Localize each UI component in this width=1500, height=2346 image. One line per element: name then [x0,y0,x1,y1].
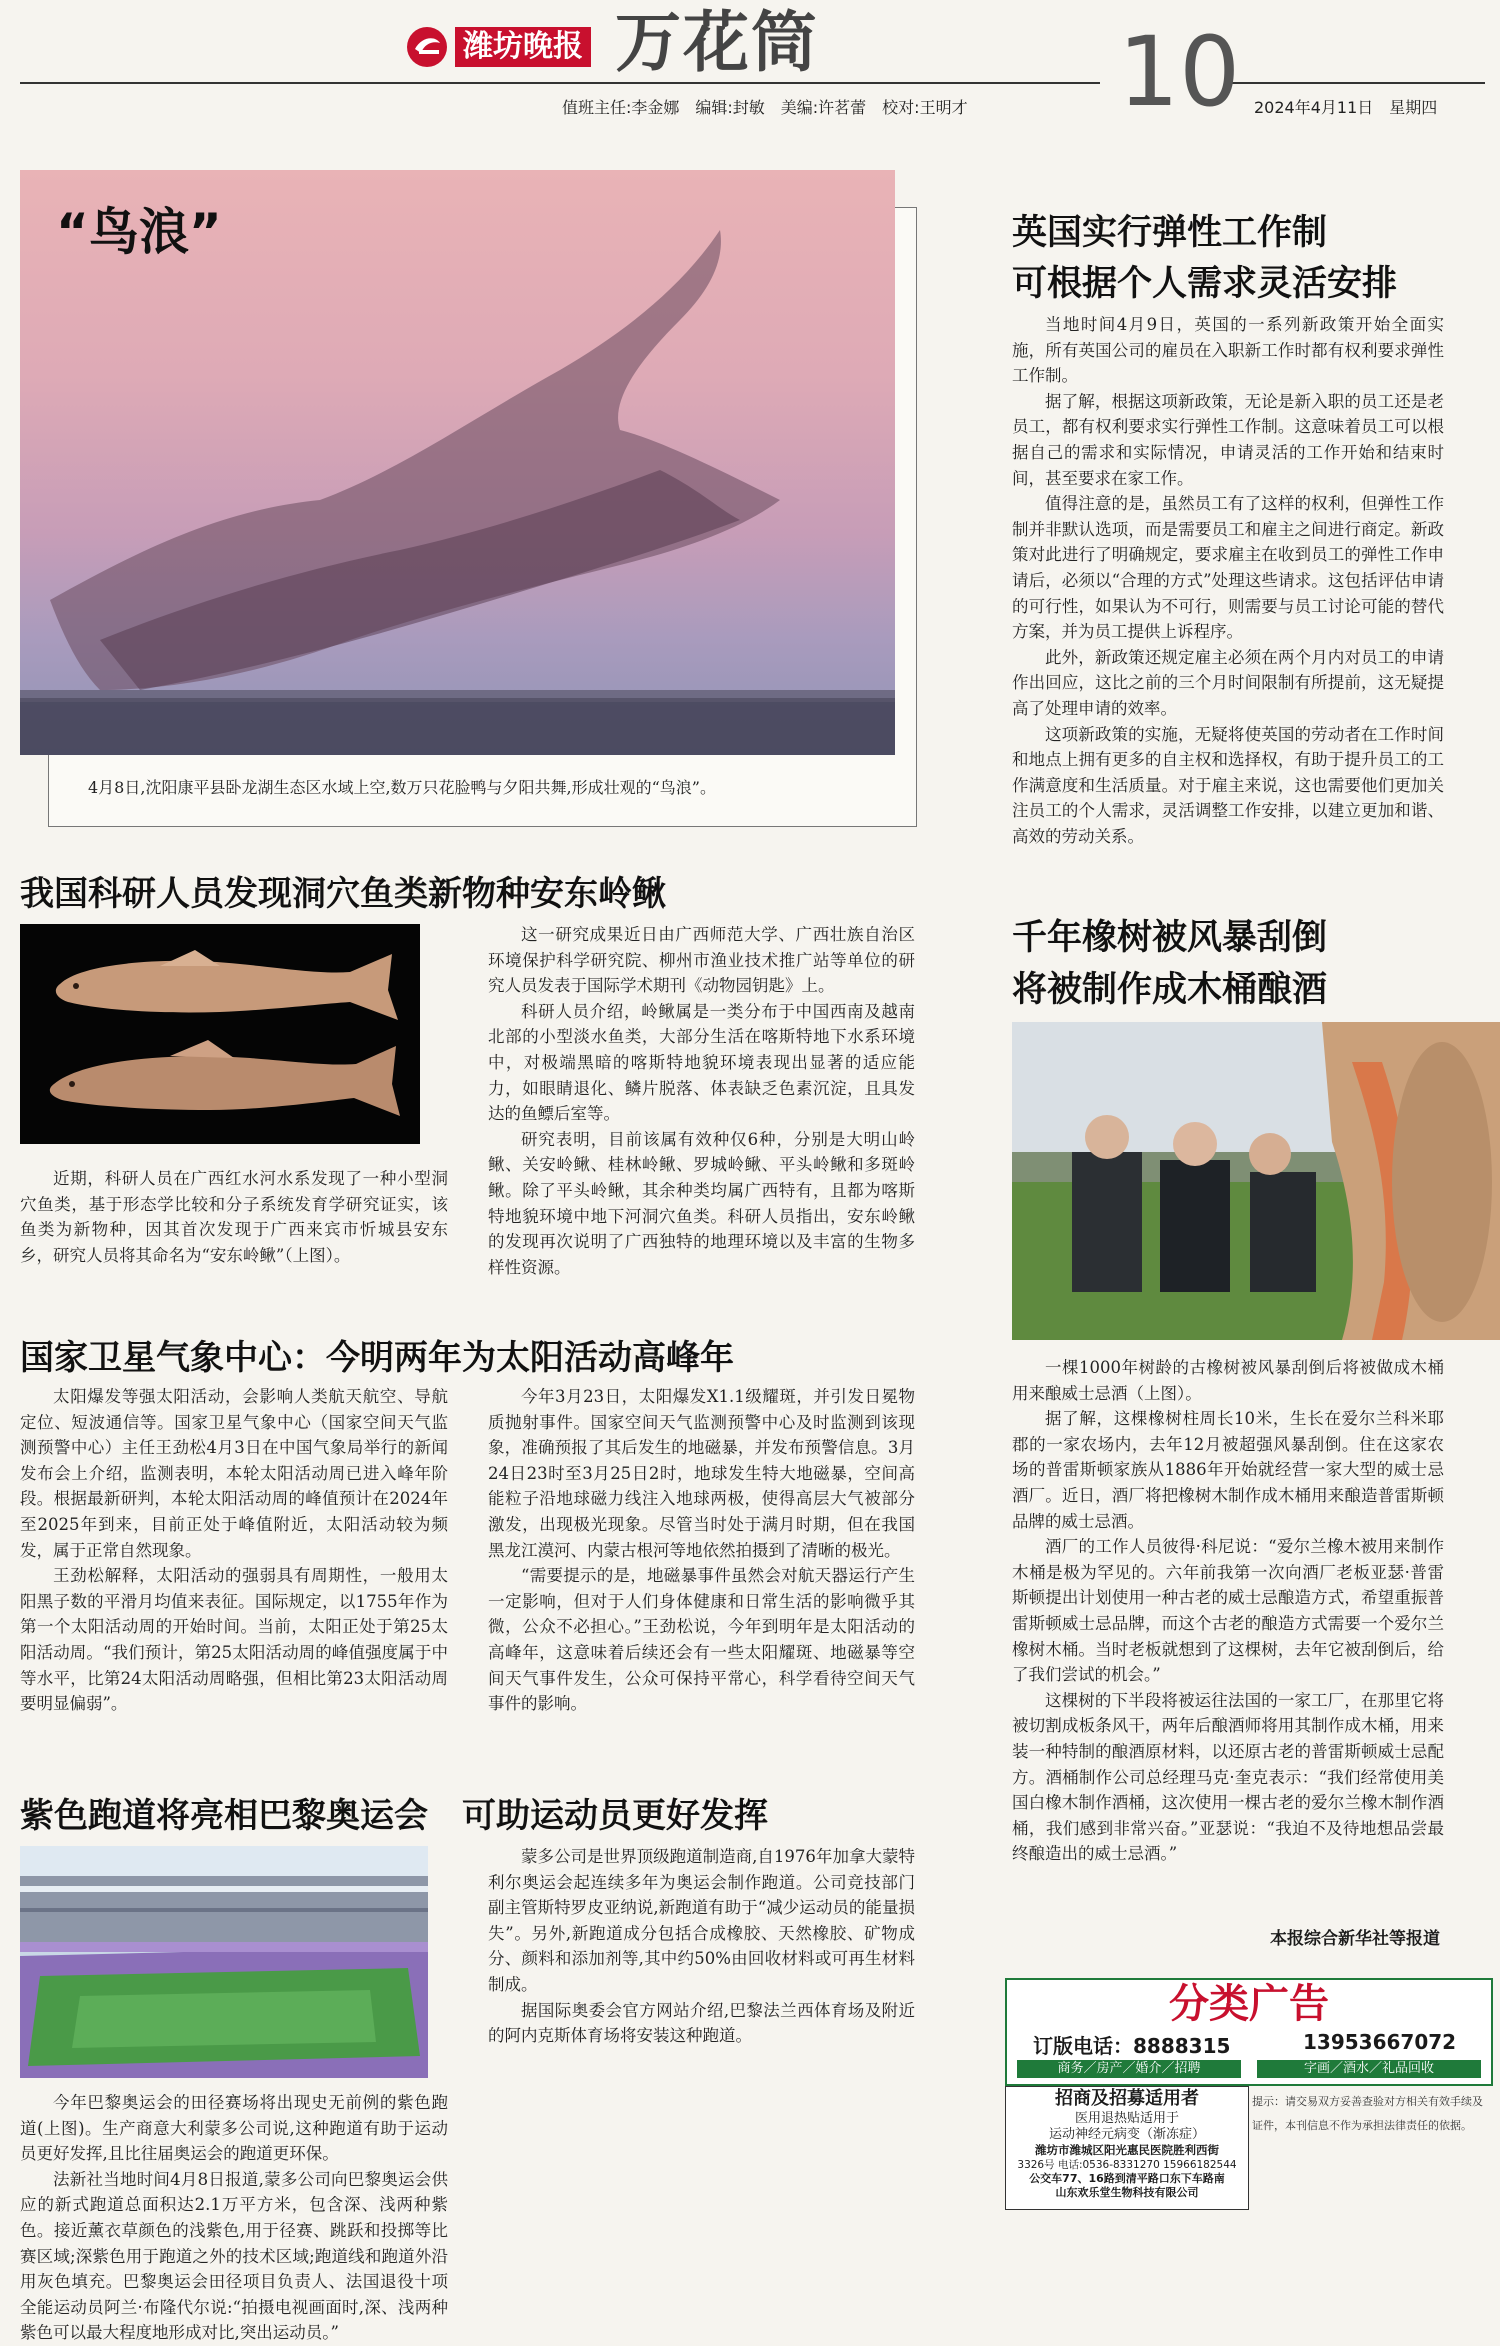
track-body-left [20,2090,448,2346]
solar-paragraph: 王劲松解释，太阳活动的强弱具有周期性，一般用太阳黑子数的平滑月均值来表征。国际规定，以1755年作为第一个太阳活动周的开始时间。当前，太阳正处于第25太阳活动周。“我们预计，第25太阳活动周的峰值强度属于中等水平，比第24太阳活动周略强，但相比第23太阳活动周要明显偏弱”。 [20,1566,448,1714]
small-ad-line: 山东欢乐堂生物科技有限公司 [1055,2186,1199,2199]
uk-headline-line2: 可根据个人需求灵活安排 [1012,264,1398,304]
oak-photo [1012,1022,1500,1340]
track-headline: 紫色跑道将亮相巴黎奥运会 可助运动员更好发挥 [20,1796,768,1836]
track-body-right [488,1844,915,2049]
bird-photo-title: “鸟浪” [56,203,222,261]
solar-paragraph: “需要提示的是，地磁暴事件虽然会对航天器运行产生一定影响，但对于人们身体健康和日常生活的影响微乎其微，公众不必担心。”王劲松说，今年到明年是太阳活动的高峰年，这意味着后续还会有一些太阳耀斑、地磁暴等空间天气事件发生，公众可保持平常心，科学看待空间天气事件的影响。 [488,1566,915,1714]
ad-title: 分类广告 [1169,1980,1329,2027]
masthead-rule-left [20,82,1100,84]
uk-paragraph: 当地时间4月9日，英国的一系列新政策开始全面实施，所有英国公司的雇员在入职新工作时都有权利要求弹性工作制。 [1012,315,1444,386]
track-photo [20,1846,428,2078]
bird-caption: 4月8日,沈阳康平县卧龙湖生态区水域上空,数万只花脸鸭与夕阳共舞,形成壮观的“鸟浪”。 [88,778,716,797]
ad-notice: 提示：请交易双方妥善查验对方相关有效手续及证件，本刊信息不作为承担法律责任的依据。 [1252,2095,1483,2132]
ad-category-right [1257,2060,1481,2078]
small-ad-title: 招商及招募适用者 [1055,2088,1199,2109]
fish-photo [20,924,420,1144]
classified-ad [1005,1978,1493,2086]
track-paragraph: 法新社当地时间4月8日报道,蒙多公司向巴黎奥运会供应的新式跑道总面积达2.1万平方米，包含深、浅两种紫色。接近薰衣草颜色的浅紫色,用于径赛、跳跃和投掷等比赛区域;深紫色用于跑道之外的技术区域;跑道线和跑道外沿用灰色填充。巴黎奥运会田径项目负责人、法国退役十项全能运动员阿兰·布隆代尔说:“拍摄电视画面时,深、浅两种紫色可以最大程度地形成对比,突出运动员。” [20,2169,448,2343]
oak-credit: 本报综合新华社等报道 [1270,1929,1440,1949]
solar-headline: 国家卫星气象中心：今明两年为太阳活动高峰年 [20,1338,734,1378]
small-ad-line: 医用退热贴适用于 [1074,2111,1179,2126]
track-paragraph: 今年巴黎奥运会的田径赛场将出现史无前例的紫色跑道(上图)。生产商意大利蒙多公司说,这种跑道有助于运动员更好发挥,且比往届奥运会的跑道更环保。 [20,2093,448,2164]
issue-date: 2024年4月11日 星期四 [1254,98,1438,117]
oak-tree-image [1012,1022,1500,1340]
fish-paragraph: 这一研究成果近日由广西师范大学、广西壮族自治区环境保护科学研究院、柳州市渔业技术推广站等单位的研究人员发表于国际学术期刊《动物园钥匙》上。 [488,925,915,996]
paper-logo [405,24,591,70]
oak-paragraph: 一棵1000年树龄的古橡树被风暴刮倒后将被做成木桶用来酿威士忌酒（上图）。 [1012,1358,1444,1403]
paper-logo-icon [405,25,449,69]
bird-photo [20,170,895,755]
oak-headline-line1: 千年橡树被风暴刮倒 [1012,918,1328,958]
oak-paragraph: 据了解，这棵橡树柱周长10米，生长在爱尔兰科米耶郡的一家农场内，去年12月被超强风暴刮倒。住在这家农场的普雷斯顿家族从1886年开始就经营一家大型的威士忌酒厂。近日，酒厂将把橡树木制作成木桶用来酿造普雷斯顿品牌的威士忌酒。 [1012,1409,1444,1531]
staff-credits: 值班主任:李金娜 编辑:封敏 美编:许茗蕾 校对:王明才 [562,98,968,117]
oak-paragraph: 这棵树的下半段将被运往法国的一家工厂，在那里它将被切割成板条风干，两年后酿酒师将用其制作成木桶，用来装一种特制的酿酒原材料，以还原古老的普雷斯顿威士忌配方。酒桶制作公司总经理马克·奎克表示：“我们经常使用美国白橡木制作酒桶，这次使用一棵古老的爱尔兰橡木制作酒桶，我们感到非常兴奋。”亚瑟说：“我迫不及待地想品尝最终酿造出的威士忌酒。” [1012,1690,1444,1864]
section-title: 万花筒 [615,3,819,81]
small-ad-line: 3326号 电话:0536-8331270 15966182544 [1017,2159,1237,2171]
fish-body-left [20,1166,448,1268]
page-number: 10 [1118,16,1241,128]
masthead-rule-right [1225,82,1485,84]
small-ad [1005,2086,1249,2210]
ad-category-left [1017,2060,1241,2078]
fish-paragraph: 近期，科研人员在广西红水河水系发现了一种小型洞穴鱼类，基于形态学比较和分子系统发育学研究证实，该鱼类为新物种，因其首次发现于广西来宾市忻城县安东乡，研究人员将其命名为“安东岭鳅”（上图）。 [20,1169,448,1265]
solar-body-right [488,1384,915,1717]
uk-paragraph: 此外，新政策还规定雇主必须在两个月内对员工的申请作出回应，这比之前的三个月时间限制有所提前，这无疑提高了处理申请的效率。 [1012,647,1444,718]
uk-headline-line1: 英国实行弹性工作制 [1012,213,1328,253]
oak-headline-line2: 将被制作成木桶酿酒 [1012,970,1328,1010]
masthead [0,0,1500,128]
paper-name: 潍坊晚报 [455,27,591,67]
solar-body-left [20,1384,448,1717]
uk-paragraph: 据了解，根据这项新政策，无论是新入职的员工还是老员工，都有权利要求实行弹性工作制。这意味着员工可以根据自己的需求和实际情况，申请灵活的工作开始和结束时间，甚至要求在家工作。 [1012,391,1444,488]
small-ad-line: 公交车77、16路到清平路口东下车路南 [1029,2172,1225,2185]
small-ad-line: 运动神经元病变（渐冻症） [1048,2127,1205,2142]
uk-paragraph: 值得注意的是，虽然员工有了这样的权利，但弹性工作制并非默认选项，而是需要员工和雇主之间进行商定。新政策对此进行了明确规定，要求雇主在收到员工的弹性工作申请后，必须以“合理的方式”处理这些请求。这包括评估申请的可行性，如果认为不可行，则需要与员工讨论可能的替代方案，并为员工提供上诉程序。 [1012,494,1444,642]
stadium-image [20,1846,428,2078]
ad-phone: 订版电话：8888315 [1033,2034,1231,2058]
fish-headline: 我国科研人员发现洞穴鱼类新物种安东岭鳅 [20,874,666,914]
ad-category-right-label: 字画／酒水／礼品回收 [1303,2061,1434,2076]
ad-mobile: 13953667072 [1303,2030,1457,2054]
uk-body [1012,312,1444,849]
track-paragraph: 蒙多公司是世界顶级跑道制造商,自1976年加拿大蒙特利尔奥运会起连续多年为奥运会制作跑道。公司竞技部门副主管斯特罗皮亚纳说,新跑道有助于“减少运动员的能量损失”。另外,新跑道成分包括合成橡胶、天然橡胶、矿物成分、颜料和添加剂等,其中约50%由回收材料或可再生材料制成。 [488,1847,915,1994]
oak-body [1012,1355,1444,1867]
uk-paragraph: 这项新政策的实施，无疑将使英国的劳动者在工作时间和地点上拥有更多的自主权和选择权，有助于提升员工的工作满意度和生活质量。对于雇主来说，这也需要他们更加关注员工的个人需求，灵活调整工作安排，以建立更加和谐、高效的劳动关系。 [1012,724,1444,846]
fish-body-right [488,922,915,1280]
solar-paragraph: 太阳爆发等强太阳活动，会影响人类航天航空、导航定位、短波通信等。国家卫星气象中心（国家空间天气监测预警中心）主任王劲松4月3日在中国气象局举行的新闻发布会上介绍，监测表明，本轮太阳活动周已进入峰年阶段。根据最新研判，本轮太阳活动周的峰值预计在2024年至2025年到来，目前正处于峰值附近，太阳活动较为频发，属于正常自然现象。 [20,1387,448,1560]
fish-paragraph: 研究表明，目前该属有效种仅6种，分别是大明山岭鳅、关安岭鳅、桂林岭鳅、罗城岭鳅、平头岭鳅和多斑岭鳅。除了平头岭鳅，其余种类均属广西特有，且都为喀斯特地貌环境中地下河洞穴鱼类。科研人员指出，安东岭鳅的发现再次说明了广西独特的地理环境以及丰富的生物多样性资源。 [488,1129,915,1277]
ad-category-left-label: 商务／房产／婚介／招聘 [1057,2061,1201,2076]
cave-fish-image [20,924,420,1144]
track-paragraph: 据国际奥委会官方网站介绍,巴黎法兰西体育场及附近的阿内克斯体育场将安装这种跑道。 [488,2000,915,2046]
solar-paragraph: 今年3月23日，太阳爆发X1.1级耀斑，并引发日冕物质抛射事件。国家空间天气监测预警中心及时监测到该现象，准确预报了其后发生的地磁暴，并发布预警信息。3月24日23时至3月25日2时，地球发生特大地磁暴，空间高能粒子沿地球磁力线注入地球两极，使得高层大气被部分激发，出现极光现象。尽管当时处于满月时期，但在我国黑龙江漠河、内蒙古根河等地依然拍摄到了清晰的极光。 [488,1387,915,1560]
fish-paragraph: 科研人员介绍，岭鳅属是一类分布于中国西南及越南北部的小型淡水鱼类，大部分生活在喀斯特地下水系环境中，对极端黑暗的喀斯特地貌环境表现出显著的适应能力，如眼睛退化、鳞片脱落、体表缺乏色素沉淀，且具发达的鱼鳔后室等。 [488,1001,915,1124]
oak-paragraph: 酒厂的工作人员彼得·科尼说：“爱尔兰橡木被用来制作木桶是极为罕见的。六年前我第一次向酒厂老板亚瑟·普雷斯顿提出计划使用一种古老的威士忌酿造方式，希望重振普雷斯顿威士忌品牌，而这个古老的酿造方式需要一个爱尔兰橡树木桶。当时老板就想到了这棵树，去年它被刮倒后，给了我们尝试的机会。” [1012,1537,1444,1685]
small-ad-line: 潍坊市潍城区阳光惠民医院胜利西街 [1035,2143,1219,2157]
